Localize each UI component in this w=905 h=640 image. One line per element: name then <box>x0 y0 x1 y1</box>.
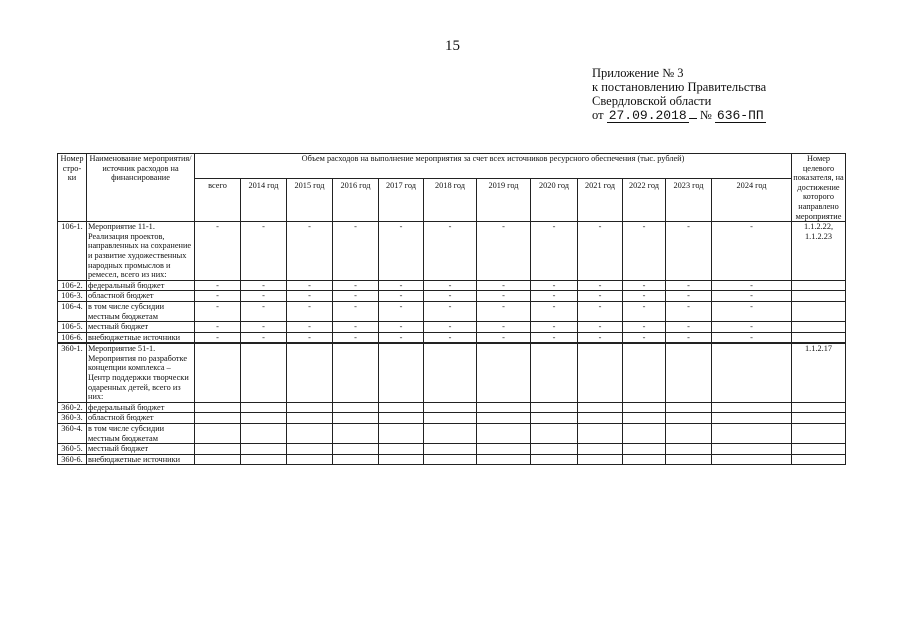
value-cell: - <box>195 222 241 281</box>
value-cell: - <box>333 332 379 343</box>
row-name: федеральный бюджет <box>87 402 195 413</box>
value-cell: - <box>666 301 712 321</box>
value-cell: - <box>195 291 241 302</box>
value-cell <box>195 424 241 444</box>
value-cell <box>666 454 712 465</box>
table-row <box>58 301 846 321</box>
value-cell: - <box>333 322 379 333</box>
header-year: 2020 год <box>531 179 578 222</box>
row-number: 360-3. <box>58 413 87 424</box>
value-cell: - <box>623 222 666 281</box>
value-cell <box>477 402 531 413</box>
value-cell <box>712 402 792 413</box>
row-indicator: 1.1.2.22, 1.1.2.23 <box>792 222 846 281</box>
decree-date: 27.09.2018 <box>608 108 687 123</box>
row-name: федеральный бюджет <box>87 280 195 291</box>
value-cell <box>477 343 531 402</box>
value-cell: - <box>333 291 379 302</box>
value-cell: - <box>666 222 712 281</box>
value-cell <box>712 413 792 424</box>
row-number: 106-5. <box>58 322 87 333</box>
row-indicator <box>792 322 846 333</box>
header-year: 2017 год <box>379 179 424 222</box>
row-number: 106-6. <box>58 332 87 343</box>
value-cell <box>333 402 379 413</box>
value-cell: - <box>712 291 792 302</box>
header-row-number: Номер стро-ки <box>58 154 87 222</box>
value-cell <box>712 343 792 402</box>
value-cell: - <box>241 280 287 291</box>
table-row <box>58 222 846 281</box>
value-cell: - <box>531 222 578 281</box>
value-cell: - <box>287 332 333 343</box>
value-cell <box>477 454 531 465</box>
value-cell: - <box>623 280 666 291</box>
value-cell: - <box>477 322 531 333</box>
value-cell: - <box>241 301 287 321</box>
value-cell: - <box>424 280 477 291</box>
table-row <box>58 444 846 455</box>
row-indicator <box>792 424 846 444</box>
row-indicator <box>792 332 846 343</box>
value-cell: - <box>666 322 712 333</box>
value-cell <box>623 454 666 465</box>
value-cell <box>531 454 578 465</box>
value-cell: - <box>287 280 333 291</box>
value-cell <box>379 413 424 424</box>
header-year: 2016 год <box>333 179 379 222</box>
row-indicator <box>792 291 846 302</box>
value-cell <box>623 424 666 444</box>
value-cell <box>578 454 623 465</box>
value-cell: - <box>477 280 531 291</box>
value-cell <box>241 413 287 424</box>
row-indicator: 1.1.2.17 <box>792 343 846 402</box>
value-cell <box>195 402 241 413</box>
header-indicator: Номер целевого показателя, на достижение которого направлено мероприятие <box>793 154 844 221</box>
row-name: областной бюджет <box>87 413 195 424</box>
value-cell: - <box>195 332 241 343</box>
value-cell <box>287 454 333 465</box>
row-indicator <box>792 402 846 413</box>
value-cell <box>666 343 712 402</box>
value-cell: - <box>578 280 623 291</box>
appendix-decree: к постановлению Правительства <box>592 80 767 94</box>
header-year: 2024 год <box>712 179 792 222</box>
row-name: внебюджетные источники <box>87 332 195 343</box>
table-row <box>58 280 846 291</box>
row-number: 106-4. <box>58 301 87 321</box>
value-cell: - <box>578 222 623 281</box>
value-cell: - <box>666 291 712 302</box>
value-cell <box>666 424 712 444</box>
value-cell <box>379 454 424 465</box>
row-number: 360-6. <box>58 454 87 465</box>
header-year: 2019 год <box>477 179 531 222</box>
value-cell <box>477 424 531 444</box>
value-cell: - <box>477 291 531 302</box>
row-name: местный бюджет <box>87 322 195 333</box>
table-row <box>58 332 846 343</box>
value-cell <box>287 402 333 413</box>
value-cell <box>287 413 333 424</box>
value-cell <box>578 402 623 413</box>
value-cell <box>333 424 379 444</box>
decree-number: 636-ПП <box>716 108 764 123</box>
value-cell <box>287 424 333 444</box>
row-name: в том числе субсидии местным бюджетам <box>87 301 195 321</box>
value-cell <box>333 454 379 465</box>
value-cell: - <box>477 332 531 343</box>
value-cell <box>287 444 333 455</box>
date-prefix: от <box>592 108 604 122</box>
row-indicator <box>792 301 846 321</box>
value-cell <box>333 413 379 424</box>
row-number: 360-2. <box>58 402 87 413</box>
value-cell <box>241 424 287 444</box>
value-cell <box>531 402 578 413</box>
row-number: 106-1. <box>58 222 87 281</box>
value-cell: - <box>195 280 241 291</box>
value-cell <box>287 343 333 402</box>
value-cell: - <box>531 332 578 343</box>
value-cell: - <box>333 301 379 321</box>
table-row <box>58 424 846 444</box>
appendix-date-line <box>592 108 766 123</box>
value-cell <box>712 454 792 465</box>
value-cell <box>623 413 666 424</box>
value-cell <box>241 343 287 402</box>
row-indicator <box>792 280 846 291</box>
value-cell <box>424 424 477 444</box>
value-cell: - <box>477 222 531 281</box>
value-cell <box>195 454 241 465</box>
table-row <box>58 322 846 333</box>
value-cell: - <box>666 332 712 343</box>
value-cell <box>424 413 477 424</box>
page-number: 15 <box>445 38 460 54</box>
budget-table <box>57 153 846 465</box>
value-cell: - <box>712 332 792 343</box>
value-cell: - <box>712 280 792 291</box>
value-cell: - <box>712 222 792 281</box>
value-cell: - <box>424 301 477 321</box>
value-cell <box>424 454 477 465</box>
value-cell <box>712 424 792 444</box>
value-cell: - <box>287 222 333 281</box>
value-cell: - <box>531 280 578 291</box>
value-cell <box>531 343 578 402</box>
header-year: 2023 год <box>666 179 712 222</box>
value-cell: - <box>379 301 424 321</box>
table-row <box>58 454 846 465</box>
number-prefix: № <box>699 108 712 122</box>
value-cell: - <box>379 322 424 333</box>
value-cell <box>578 343 623 402</box>
value-cell <box>379 424 424 444</box>
value-cell <box>531 444 578 455</box>
value-cell <box>666 444 712 455</box>
header-volume: Объем расходов на выполнение мероприятия за счет всех источников ресурсного обеспечения (тыс. рублей) <box>195 154 792 179</box>
value-cell <box>424 444 477 455</box>
value-cell: - <box>424 322 477 333</box>
value-cell <box>578 424 623 444</box>
header-year: всего <box>195 179 241 222</box>
row-indicator <box>792 413 846 424</box>
value-cell: - <box>379 280 424 291</box>
header-year: 2022 год <box>623 179 666 222</box>
value-cell: - <box>531 301 578 321</box>
value-cell: - <box>666 280 712 291</box>
row-name: местный бюджет <box>87 444 195 455</box>
appendix-region: Свердловской области <box>592 94 712 108</box>
value-cell: - <box>623 301 666 321</box>
value-cell <box>531 413 578 424</box>
row-indicator <box>792 444 846 455</box>
row-number: 106-3. <box>58 291 87 302</box>
row-name: в том числе субсидии местным бюджетам <box>87 424 195 444</box>
value-cell <box>333 343 379 402</box>
value-cell <box>195 343 241 402</box>
value-cell: - <box>424 332 477 343</box>
row-number: 360-5. <box>58 444 87 455</box>
value-cell <box>666 413 712 424</box>
value-cell <box>623 444 666 455</box>
value-cell <box>241 444 287 455</box>
value-cell <box>195 413 241 424</box>
row-number: 360-1. <box>58 343 87 402</box>
value-cell <box>531 424 578 444</box>
value-cell: - <box>578 301 623 321</box>
value-cell <box>578 413 623 424</box>
header-year: 2021 год <box>578 179 623 222</box>
value-cell: - <box>333 280 379 291</box>
row-name: Мероприятие 11-1. Реализация проектов, направленных на сохранение и развитие художественных народных промыслов и ремесел, всего из них: <box>87 222 195 281</box>
value-cell <box>379 444 424 455</box>
value-cell: - <box>623 322 666 333</box>
value-cell: - <box>623 332 666 343</box>
value-cell: - <box>379 291 424 302</box>
value-cell <box>477 444 531 455</box>
value-cell: - <box>712 301 792 321</box>
value-cell <box>477 413 531 424</box>
header-year: 2014 год <box>241 179 287 222</box>
header-name: Наименование мероприятия/ источник расходов на финансирование <box>87 154 195 222</box>
value-cell: - <box>241 291 287 302</box>
appendix-block <box>592 66 766 123</box>
value-cell <box>712 444 792 455</box>
value-cell: - <box>287 291 333 302</box>
value-cell: - <box>531 291 578 302</box>
value-cell: - <box>578 332 623 343</box>
value-cell: - <box>287 301 333 321</box>
value-cell: - <box>333 222 379 281</box>
value-cell: - <box>379 222 424 281</box>
row-name: внебюджетные источники <box>87 454 195 465</box>
value-cell: - <box>712 322 792 333</box>
value-cell: - <box>531 322 578 333</box>
value-cell <box>424 402 477 413</box>
header-year: 2015 год <box>287 179 333 222</box>
value-cell: - <box>424 291 477 302</box>
value-cell <box>578 444 623 455</box>
value-cell <box>379 343 424 402</box>
value-cell: - <box>424 222 477 281</box>
row-number: 360-4. <box>58 424 87 444</box>
row-number: 106-2. <box>58 280 87 291</box>
table-row <box>58 291 846 302</box>
value-cell: - <box>623 291 666 302</box>
value-cell <box>623 343 666 402</box>
value-cell: - <box>379 332 424 343</box>
table-row <box>58 413 846 424</box>
table-row <box>58 343 846 402</box>
row-name: областной бюджет <box>87 291 195 302</box>
value-cell <box>333 444 379 455</box>
value-cell: - <box>195 322 241 333</box>
value-cell: - <box>287 322 333 333</box>
table-row <box>58 402 846 413</box>
header-year: 2018 год <box>424 179 477 222</box>
value-cell <box>241 454 287 465</box>
value-cell: - <box>578 291 623 302</box>
value-cell: - <box>241 322 287 333</box>
value-cell <box>666 402 712 413</box>
value-cell: - <box>241 332 287 343</box>
value-cell: - <box>241 222 287 281</box>
value-cell <box>195 444 241 455</box>
value-cell <box>424 343 477 402</box>
value-cell <box>623 402 666 413</box>
appendix-title: Приложение № 3 <box>592 66 684 80</box>
value-cell: - <box>195 301 241 321</box>
value-cell: - <box>578 322 623 333</box>
row-name: Мероприятие 51-1. Мероприятия по разработке концепции комплекса – Центр поддержки творчески одаренных детей, всего из них: <box>87 343 195 402</box>
value-cell <box>379 402 424 413</box>
row-indicator <box>792 454 846 465</box>
value-cell <box>241 402 287 413</box>
value-cell: - <box>477 301 531 321</box>
